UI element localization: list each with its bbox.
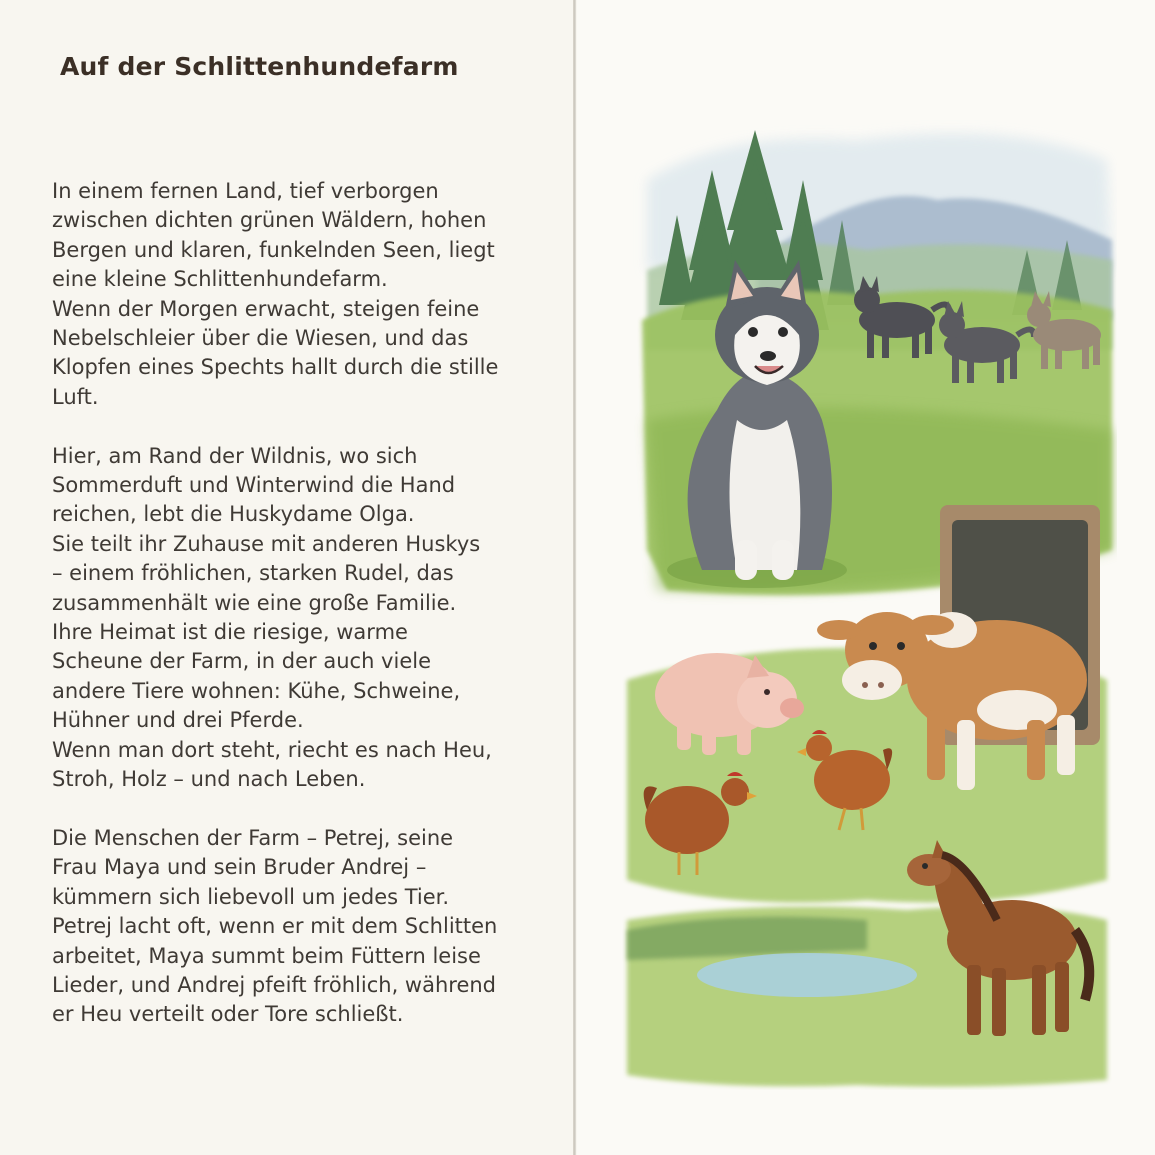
story-line: Wenn der Morgen erwacht, steigen feine — [52, 296, 480, 321]
story-line: Ihre Heimat ist die riesige, warme — [52, 620, 408, 645]
story-line: Wenn man dort steht, riecht es nach Heu, — [52, 737, 492, 762]
story-line: Lieder, und Andrej pfeift fröhlich, während — [52, 972, 497, 997]
story-line: zwischen dichten grünen Wäldern, hohen — [52, 208, 487, 233]
book-gutter — [573, 0, 576, 1155]
story-line: Nebelschleier über die Wiesen, und das — [52, 326, 469, 351]
pond — [697, 953, 917, 997]
story-text — [52, 177, 552, 1059]
story-line: andere Tiere wohnen: Kühe, Schweine, — [52, 678, 461, 703]
story-line: Luft. — [52, 384, 99, 409]
story-line: Bergen und klaren, funkelnden Seen, liegt — [52, 237, 495, 262]
story-line: Sie teilt ihr Zuhause mit anderen Huskys — [52, 531, 481, 556]
story-line: Scheune der Farm, in der auch viele — [52, 649, 431, 674]
story-line: Die Menschen der Farm – Petrej, seine — [52, 825, 454, 850]
left-page — [0, 0, 574, 1155]
story-line: In einem fernen Land, tief verborgen — [52, 179, 439, 203]
story-line: – einem fröhlichen, starken Rudel, das — [52, 561, 454, 586]
story-line: Frau Maya und sein Bruder Andrej – — [52, 855, 427, 880]
story-line: Hier, am Rand der Wildnis, wo sich — [52, 443, 418, 468]
story-paragraph-1 — [52, 177, 552, 412]
story-line: reichen, lebt die Huskydame Olga. — [52, 502, 415, 527]
story-line: Hühner und drei Pferde. — [52, 708, 304, 733]
story-line: zusammenhält wie eine große Familie. — [52, 590, 457, 615]
farm-illustration — [607, 120, 1117, 1090]
story-line: Klopfen eines Spechts hallt durch die stille — [52, 355, 499, 380]
story-paragraph-3 — [52, 824, 552, 1030]
story-line: arbeitet, Maya summt beim Füttern leise — [52, 943, 481, 968]
story-line: kümmern sich liebevoll um jedes Tier. — [52, 884, 450, 909]
story-line: Petrej lacht oft, wenn er mit dem Schlitten — [52, 914, 498, 939]
page-title: Auf der Schlittenhundefarm — [60, 52, 459, 81]
story-paragraph-2 — [52, 442, 552, 795]
story-line: er Heu verteilt oder Tore schließt. — [52, 1002, 404, 1027]
story-line: Sommerduft und Winterwind die Hand — [52, 473, 456, 498]
story-line: Stroh, Holz – und nach Leben. — [52, 767, 366, 792]
story-line: eine kleine Schlittenhundefarm. — [52, 267, 388, 292]
